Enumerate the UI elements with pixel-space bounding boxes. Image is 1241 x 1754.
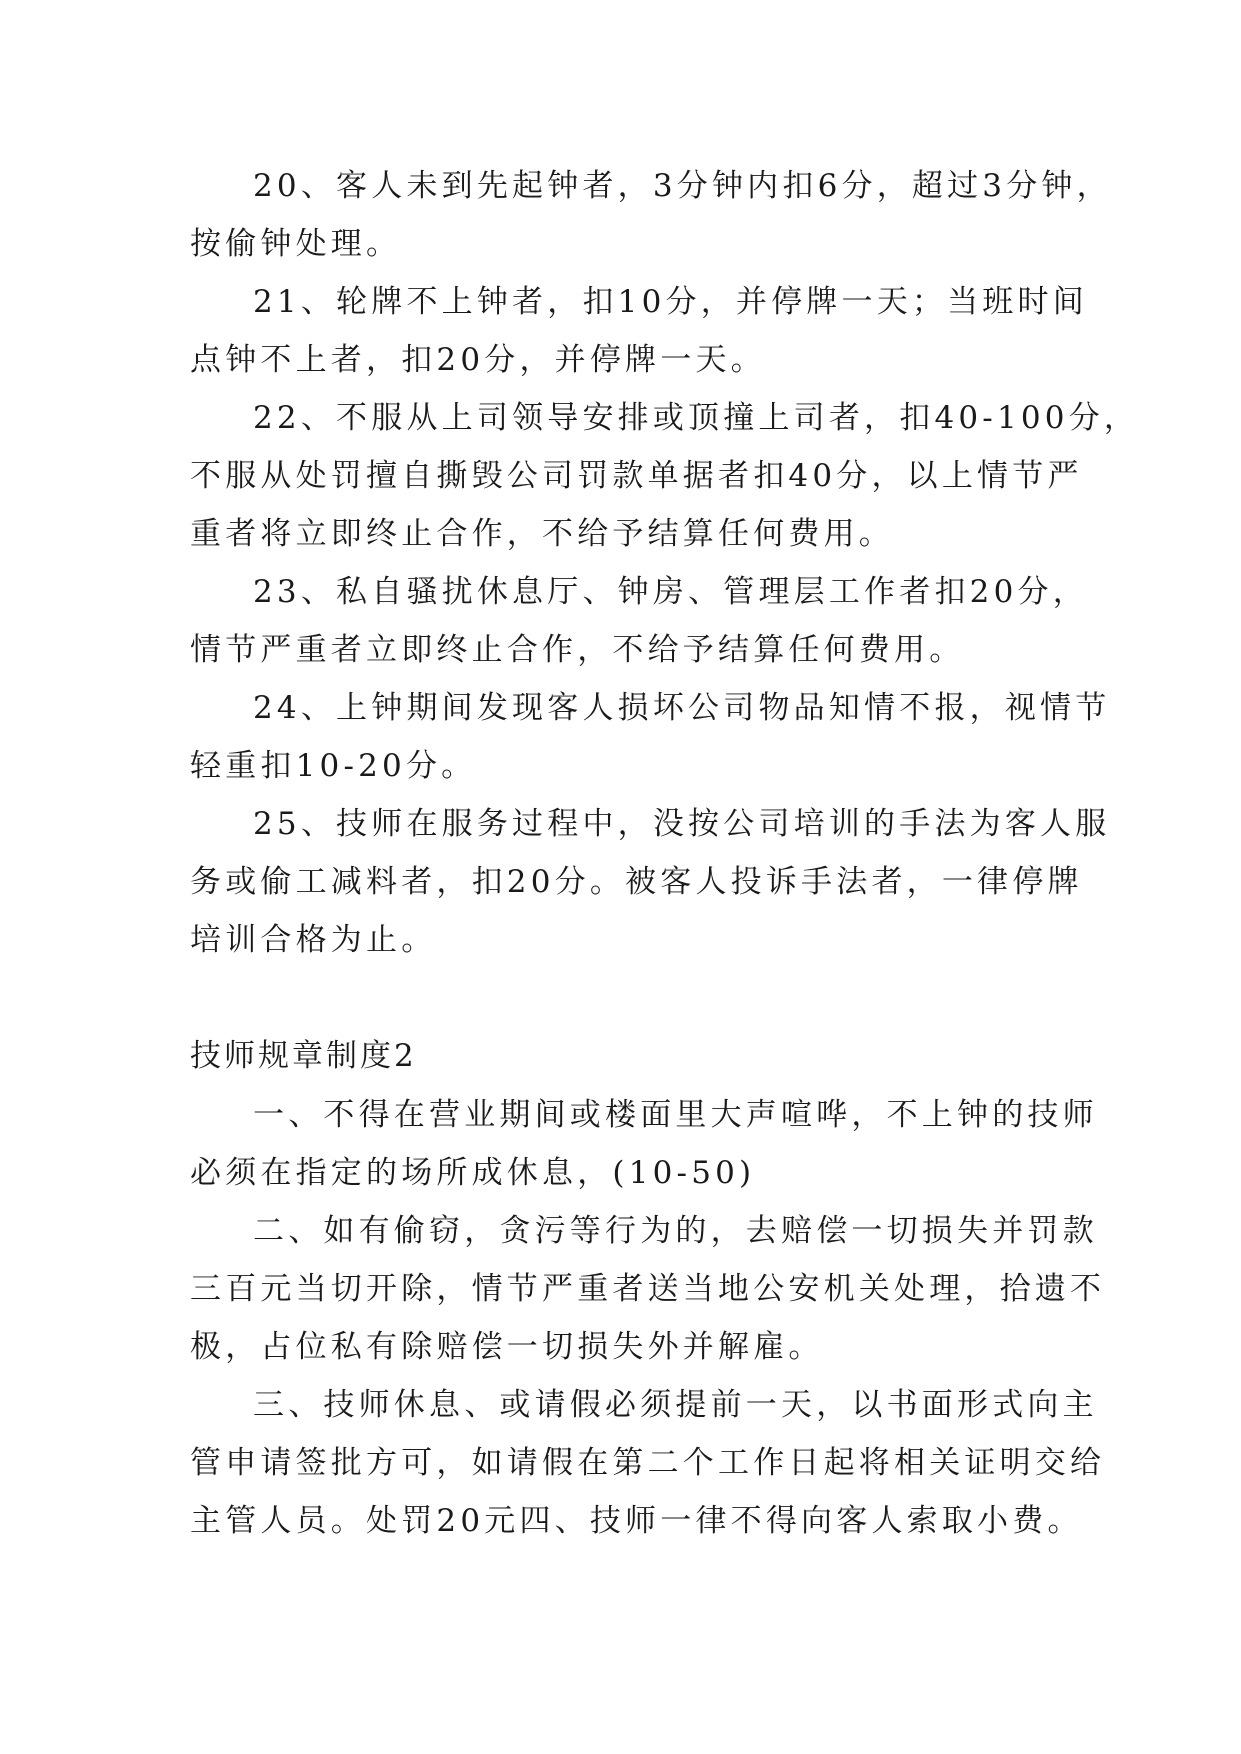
text-line: 主管人员。处罚20元四、技师一律不得向客人索取小费。 bbox=[190, 1503, 1083, 1539]
text-line: 极，占位私有除赔偿一切损失外并解雇。 bbox=[190, 1329, 824, 1365]
text-line: 情节严重者立即终止合作，不给予结算任何费用。 bbox=[190, 632, 965, 668]
text-line: 25、技师在服务过程中，没按公司培训的手法为客人服 bbox=[253, 806, 1111, 842]
text-line: 23、私自骚扰休息厅、钟房、管理层工作者扣20分， bbox=[253, 574, 1088, 610]
text-line: 点钟不上者，扣20分，并停牌一天。 bbox=[190, 342, 766, 378]
text-line: 务或偷工减料者，扣20分。被客人投诉手法者，一律停牌 bbox=[190, 864, 1083, 900]
text-line: 三、技师休息、或请假必须提前一天，以书面形式向主 bbox=[253, 1387, 1098, 1423]
text-line: 管申请签批方可，如请假在第二个工作日起将相关证明交给 bbox=[190, 1445, 1106, 1481]
text-line: 22、不服从上司领导安排或顶撞上司者，扣40-100分， bbox=[253, 400, 1140, 436]
section-heading: 技师规章制度2 bbox=[190, 1038, 417, 1074]
text-line: 24、上钟期间发现客人损坏公司物品知情不报，视情节 bbox=[253, 690, 1111, 726]
text-line: 培训合格为止。 bbox=[190, 922, 437, 958]
text-line: 按偷钟处理。 bbox=[190, 226, 402, 262]
text-line: 不服从处罚擅自撕毁公司罚款单据者扣40分，以上情节严 bbox=[190, 458, 1083, 494]
text-line: 三百元当切开除，情节严重者送当地公安机关处理，拾遗不 bbox=[190, 1271, 1106, 1307]
text-line: 轻重扣10-20分。 bbox=[190, 748, 477, 784]
text-line: 重者将立即终止合作，不给予结算任何费用。 bbox=[190, 516, 894, 552]
text-line: 必须在指定的场所成休息，(10-50) bbox=[190, 1155, 756, 1191]
text-line: 二、如有偷窃，贪污等行为的，去赔偿一切损失并罚款 bbox=[253, 1213, 1098, 1249]
text-line: 21、轮牌不上钟者，扣10分，并停牌一天；当班时间 bbox=[253, 284, 1088, 320]
text-line: 一、不得在营业期间或楼面里大声喧哗，不上钟的技师 bbox=[253, 1097, 1098, 1133]
text-line: 20、客人未到先起钟者，3分钟内扣6分，超过3分钟， bbox=[253, 168, 1112, 204]
